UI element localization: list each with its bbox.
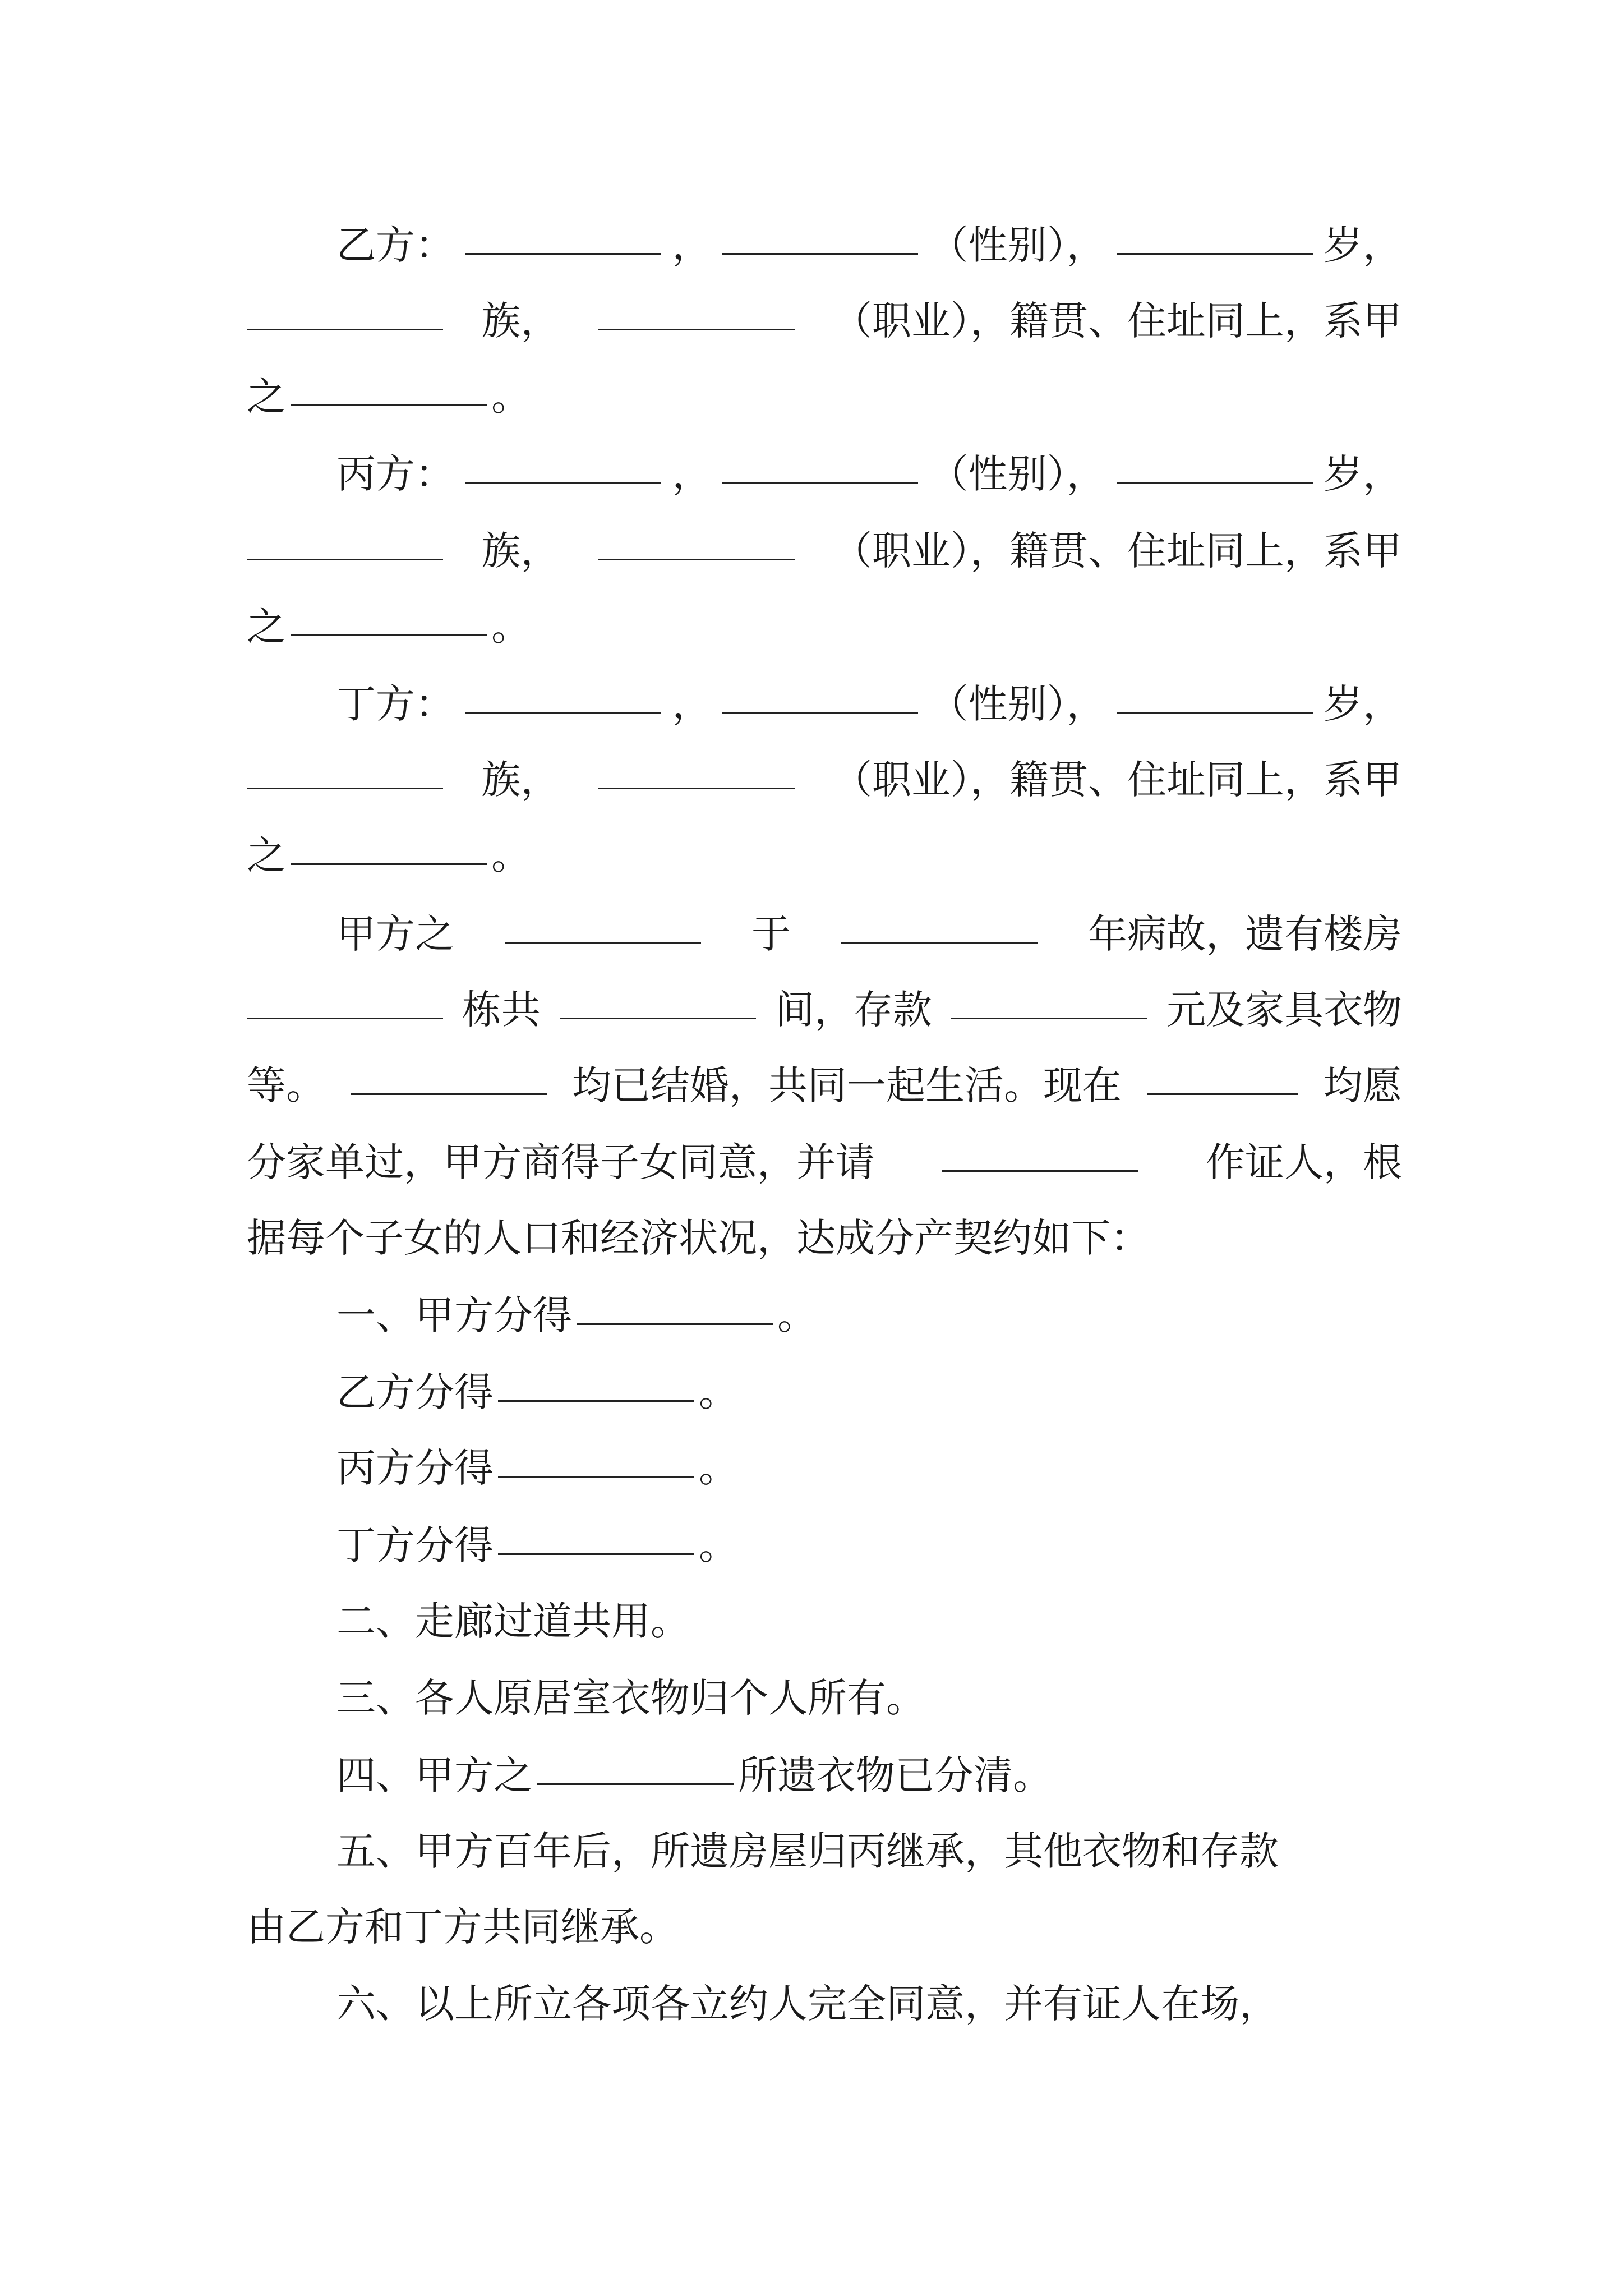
text-segment: 丙方分得: [336, 1445, 494, 1491]
text-segment: ，: [672, 222, 712, 268]
text-line: [247, 825, 1402, 886]
text-segment: 族，: [481, 298, 560, 344]
fill-in-blank: [247, 558, 443, 560]
fill-in-blank: [247, 786, 443, 789]
text-line: [247, 366, 1402, 427]
text-segment: 族，: [481, 528, 560, 574]
text-segment: 四、甲方之: [336, 1752, 533, 1798]
text-segment: 。: [699, 1369, 738, 1415]
fill-in-blank: [598, 558, 795, 560]
text-segment: （性别），: [929, 222, 1106, 268]
fill-in-blank: [1117, 481, 1313, 484]
text-segment: 于: [751, 911, 791, 957]
text-line: [336, 214, 1402, 276]
text-segment: 丁方：: [336, 681, 454, 727]
text-segment: 。: [491, 604, 531, 650]
fill-in-blank: [722, 711, 918, 714]
text-line: [336, 1745, 1402, 1806]
text-segment: 。: [491, 374, 531, 420]
text-line: [336, 1285, 1402, 1346]
text-line: [247, 1896, 1402, 1958]
text-segment: 六、以上所立各项各立约人完全同意，并有证人在场，: [336, 1981, 1279, 2027]
text-segment: 二、走廊过道共用。: [336, 1598, 690, 1644]
text-segment: 均已结婚，共同一起生活。现在: [572, 1062, 1122, 1108]
text-segment: 之: [247, 832, 286, 878]
text-segment: 乙方分得: [336, 1369, 494, 1415]
text-segment: 所遗衣物已分清。: [738, 1752, 1052, 1798]
text-line: [336, 1590, 1402, 1652]
fill-in-blank: [498, 1399, 694, 1402]
text-line: [336, 1667, 1402, 1729]
text-segment: 据每个子女的人口和经济状况，达成分产契约如下：: [247, 1215, 1150, 1261]
text-segment: 岁，: [1323, 451, 1402, 497]
text-line: [247, 596, 1402, 657]
text-segment: 均愿: [1324, 1062, 1402, 1108]
fill-in-blank: [1117, 252, 1313, 255]
text-segment: 。: [777, 1292, 817, 1338]
text-line: [247, 1207, 1402, 1269]
text-segment: 之: [247, 604, 286, 650]
fill-in-blank: [291, 862, 487, 865]
fill-in-blank: [577, 1322, 773, 1325]
text-segment: 间，存款: [775, 987, 932, 1033]
text-segment: 一、甲方分得: [336, 1292, 572, 1338]
fill-in-blank: [505, 941, 701, 944]
text-segment: （职业），籍贯、住址同上，系甲: [832, 528, 1402, 574]
text-segment: 年病故，遗有楼房: [1088, 911, 1402, 957]
fill-in-blank: [351, 1092, 547, 1095]
text-segment: 岁，: [1323, 222, 1402, 268]
text-segment: 三、各人原居室衣物归个人所有。: [336, 1675, 925, 1721]
fill-in-blank: [1117, 711, 1313, 714]
fill-in-blank: [598, 786, 795, 789]
fill-in-blank: [291, 633, 487, 636]
fill-in-blank: [465, 711, 661, 714]
text-segment: 栋共: [462, 987, 541, 1033]
text-line: [247, 1131, 1402, 1193]
text-line: [247, 290, 1402, 352]
text-segment: 族，: [481, 757, 560, 803]
text-segment: 由乙方和丁方共同继承。: [247, 1904, 679, 1950]
text-segment: 岁，: [1323, 681, 1402, 727]
text-line: [336, 1515, 1402, 1576]
fill-in-blank: [841, 941, 1038, 944]
text-line: [336, 673, 1402, 735]
text-line: [336, 443, 1402, 505]
fill-in-blank: [598, 328, 795, 330]
text-segment: 五、甲方百年后，所遗房屋归丙继承，其他衣物和存款: [336, 1828, 1279, 1874]
fill-in-blank: [560, 1016, 756, 1019]
text-line: [247, 520, 1402, 582]
fill-in-blank: [722, 481, 918, 484]
text-line: [336, 1820, 1402, 1882]
text-segment: 。: [699, 1445, 738, 1491]
text-line: [336, 1437, 1402, 1499]
text-segment: ，: [672, 681, 712, 727]
text-segment: （职业），籍贯、住址同上，系甲: [832, 757, 1402, 803]
text-segment: 甲方之: [336, 911, 454, 957]
fill-in-blank: [247, 1016, 443, 1019]
text-segment: 作证人，根: [1206, 1139, 1402, 1185]
text-segment: 。: [699, 1522, 738, 1568]
text-segment: 乙方：: [336, 222, 454, 268]
text-line: [336, 903, 1402, 965]
text-line: [247, 979, 1402, 1041]
text-segment: （性别），: [929, 681, 1106, 727]
fill-in-blank: [465, 481, 661, 484]
text-segment: ，: [672, 451, 712, 497]
fill-in-blank: [291, 403, 487, 406]
fill-in-blank: [498, 1552, 694, 1555]
text-segment: 元及家具衣物: [1166, 987, 1402, 1033]
text-line: [247, 1055, 1402, 1116]
fill-in-blank: [498, 1475, 694, 1478]
fill-in-blank: [247, 328, 443, 330]
fill-in-blank: [1147, 1092, 1298, 1095]
text-line: [336, 1361, 1402, 1423]
fill-in-blank: [465, 252, 661, 255]
fill-in-blank: [537, 1782, 734, 1785]
text-segment: 丙方：: [336, 451, 454, 497]
text-line: [247, 749, 1402, 811]
text-segment: 分家单过，甲方商得子女同意，并请: [247, 1139, 875, 1185]
fill-in-blank: [942, 1169, 1138, 1172]
fill-in-blank: [722, 252, 918, 255]
fill-in-blank: [951, 1016, 1147, 1019]
text-segment: （性别），: [929, 451, 1106, 497]
text-segment: 之: [247, 374, 286, 420]
text-segment: 。: [491, 832, 531, 878]
text-segment: 丁方分得: [336, 1522, 494, 1568]
text-segment: （职业），籍贯、住址同上，系甲: [832, 298, 1402, 344]
text-segment: 等。: [247, 1062, 325, 1108]
text-line: [336, 1973, 1402, 2035]
